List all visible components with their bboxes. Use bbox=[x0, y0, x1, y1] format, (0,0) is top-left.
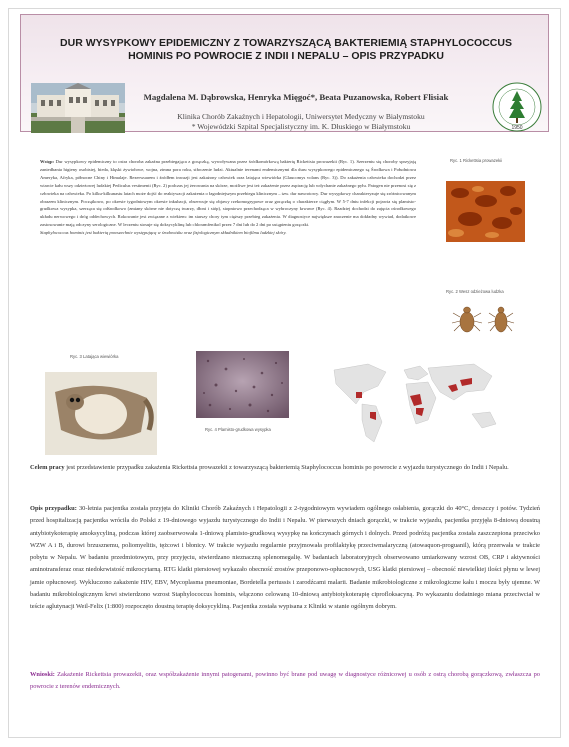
figure-1-caption: Ryc. 1 Rickettsia prowazekii bbox=[450, 158, 503, 163]
intro-label: Wstęp: bbox=[40, 159, 55, 164]
case-description-section bbox=[30, 503, 540, 614]
university-building-photo bbox=[31, 83, 125, 133]
affiliation-block bbox=[121, 112, 481, 132]
figure-3-caption: Ryc. 3 Latająca wiewiórka bbox=[70, 354, 119, 359]
rash-photo bbox=[196, 351, 289, 418]
endemic-world-map bbox=[316, 348, 510, 454]
introduction-section bbox=[40, 158, 416, 237]
figure-2-caption: Ryc. 2 Wesz odzieżowa ludzka bbox=[446, 289, 504, 294]
university-seal-logo bbox=[491, 81, 543, 137]
case-text: 30-letnia pacjentka została przyjęta do Kliniki Chorób Zakaźnych i Hepatologii z 2-tygodniowym wywiadem ogólnego osłabienia, gorączki do 40°C, dreszczy i potów. Tydzień przed hospitalizacją pacjentka wróciła do Polski z 19-dniowego wyjazdu turystycznego do Indii i Nepalu. W pierwszych dniach gorączki, w trakcie wyjazdu, pacjentka przyjęła 8-dniową doustną antybiotykoterapię amoksycyliną, podczas której zaobserwowała 1-dniową plamisto-grudkową wysypkę na kończynach górnych i dolnych. Przed podróżą pacjentka została zaszczepiona przeciwko WZW A i B, durowi brzusznemu, poliomyelitis, tężcowi i błonicy. W trakcie wyjazdu regularnie przyjmowała profilaktykę przeciwmalaryczną (atowaquon-proguanil), którą przerwała w trakcie pobytu w Nepalu. W badaniu przedmiotowym, przy przyjęciu, stwierdzano nieznaczną splenomegalię. W badaniach laboratoryjnych obserwowano umiarkowany wzrost OB, CRP i aktywności aminotransferaz oraz niedokrwistość mikrocytarną. RTG klatki piersiowej wykazało obecność zrostów przeponowo-opłucnowych, USG klatki piersiowej – obecność niewielkiej ilości płynu w lewej jamie opłucnowej. Wykluczono zakażenie HIV, EBV, Mycoplasma pneumoniae, Bordetella pertussis i zarodźcami malarii. Badanie mikrobiologiczne z mikrologiczne kału i moczu były ujemne. W badaniu mikrobiologicznym krwi stwierdzono wzrost Staphylococcus hominis, włączono celowaną 10-dniową antybiotykoterapię ciprofloksacyną. Po wykazaniu dodatniego miana przeciwciał w teście aglutynacji Weil-Felix (1:800) rozpoczęto doustną terapię doksycykliną. Pacjentka została wypisana z Kliniki w stanie ogólnym dobrym. bbox=[30, 505, 540, 611]
poster-header bbox=[20, 14, 549, 132]
body-louse-image bbox=[450, 301, 520, 336]
flying-squirrel-photo bbox=[45, 372, 157, 455]
seal-year: 1950 bbox=[511, 125, 523, 131]
case-label: Opis przypadku: bbox=[30, 505, 77, 512]
poster-title: DUR WYSYPKOWY EPIDEMICZNY Z TOWARZYSZĄCĄ BAKTERIEMIĄ STAPHYLOCOCCUS HOMINIS PO POWROCIE Z INDII I NEPALU – OPIS PRZYPADKU bbox=[60, 37, 512, 62]
figure-4-caption: Ryc. 4 Plamisto-grudkowa wysypka bbox=[205, 427, 271, 432]
author-list: Magdalena M. Dąbrowska, Henryka Mięgoć*, Beata Puzanowska, Robert Flisiak bbox=[143, 92, 449, 102]
intro-text: Dur wysypkowy epidemiczny to ostra choroba zakaźna przebiegająca z gorączką, wywoływana przez śródkomórkową bakterię Rickettsia prowazekii (Ryc. 1). Szerzeniu się choroby sprzyjają zaniedbania higieny osobistej, bieda, klęski żywiołowe, wojna, zimna pora roku, stłoczenie ludzi. Aktualnie terenami endemicznymi dla duru wysypkowego epidemicznego są Środkowa i Południowa Ameryka, Afryka, północne Chiny i Himalaje. Rezerwuarem i źródłem inwazji jest zakażony człowiek oraz latająca wiewiórka (Glaucomys volans (Ryc. 3)). Do zakażenia człowieka dochodzi przez wtarcie kału wszy odzieżowej ludzkiej Pediculus vestimenti (Ryc. 2) podczas jej żerowania na skórze, możliwe jest też zakażenie przez aspirację lub wdychanie zakaźnego pyłu. Patogen nie przenosi się z człowieka na człowieka. Po kilku-kilkunastu latach może dojść do reaktywacji zakażenia o łagodniejszym przebiegu klinicznym – tzw. dur nawrotowy. Dur wysypkowy charakteryzuje się zróżnicowanym obrazem klinicznym. Początkowo, po okresie tygodniowym okresie inkubacji, obserwuje się objawy rzekomogrypowe oraz gorączkę o charakterze ciągłym. W 5-7 dniu infekcji pojawia się plamisto-grudkowa wysypka, szerząca się odśrodkowo (zmiany skórne nie dotyczą twarzy, dłoni i stóp), stopniowo przechodząca w wybroczyny krwawe (Ryc. 4). Rzadziej dochodzi do zajęcia ośrodkowego układu nerwowego i dróg oddechowych. Rokowanie jest związane z wiekiem: im starszy chory tym cięższy przebieg zakażenia. W diagnostyce największe znaczenie ma dokładny wywiad, dodatkowe zastosowanie mają odczyny serologiczne. W leczeniu stosuje się doksycyklinę lub chloramfenikol przez 7 dni lub do 2 dni po ustąpieniu gorączki. bbox=[40, 159, 417, 228]
conclusions-label: Wnioski: bbox=[30, 671, 55, 678]
conclusions-section bbox=[30, 669, 540, 694]
rickettsia-micrograph bbox=[446, 181, 525, 242]
intro-text-2: Staphylococcus hominis jest bakterią powszechnie występującą w środowisku oraz fizjologicznym składnikiem biofilmu ludzkiej skóry. bbox=[40, 230, 287, 236]
conclusions-text: Zakażenie Rickettsia prowazekii, oraz współzakażenie innymi patogenami, powinno być brane pod uwagę w diagnostyce różnicowej u osób z ostrą chorobą gorączkową, zwłaszcza po powrocie z terenów endemicznych. bbox=[30, 671, 540, 691]
aim-section bbox=[30, 462, 540, 474]
aim-text: jest przedstawienie przypadku zakażenia Rickettsia prowazekii z towarzyszącą bakteriemią Staphylococcus hominis po powrocie z wyjazdu turystycznego do Indii i Nepalu. bbox=[64, 464, 509, 471]
affiliation-primary: Klinika Chorób Zakaźnych i Hepatologii, Uniwersytet Medyczny w Białymstoku bbox=[177, 112, 425, 121]
aim-label: Celem pracy bbox=[30, 464, 65, 471]
affiliation-secondary: * Wojewódzki Szpital Specjalistyczny im. K. Dłuskiego w Białymstoku bbox=[191, 122, 411, 131]
